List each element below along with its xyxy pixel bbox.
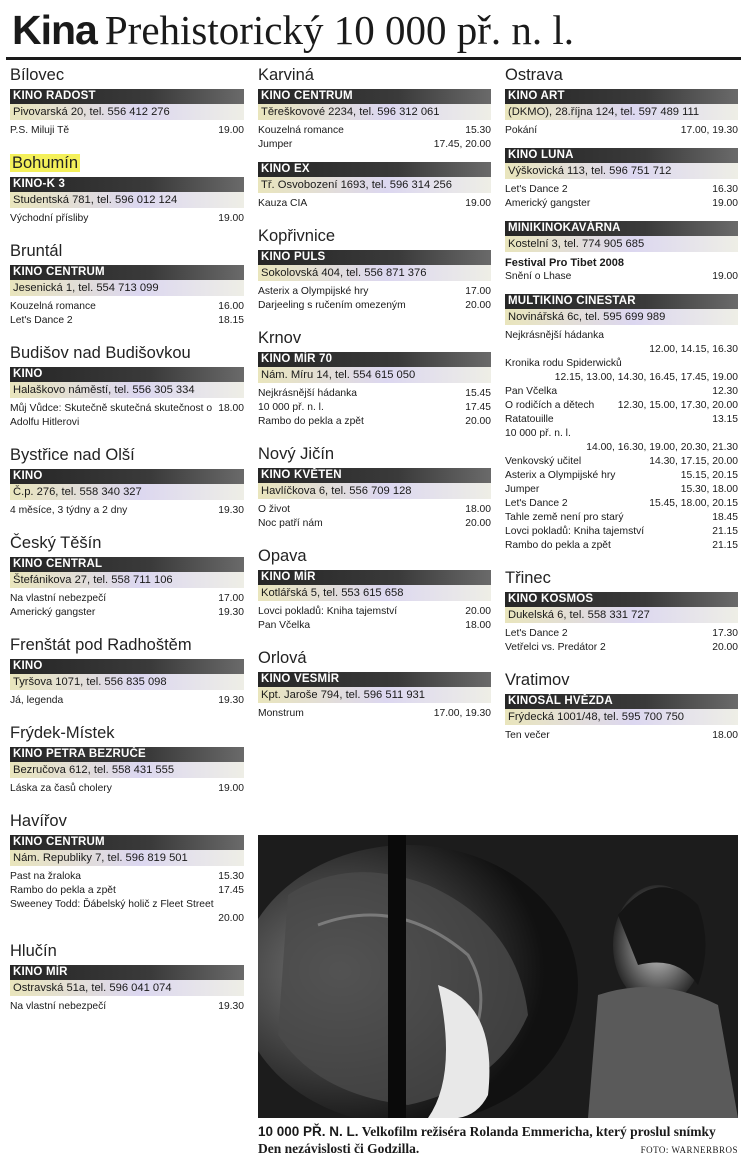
title-bold: Kina	[12, 7, 97, 53]
film-title: Americký gangster	[10, 607, 96, 618]
film-title: Let's Dance 2	[505, 628, 568, 639]
film-list	[258, 503, 491, 531]
film-title: Kouzelná romance	[258, 125, 344, 136]
film-title: O rodičích a dětech	[505, 400, 595, 411]
film-row	[258, 517, 491, 531]
film-times: 21.15	[712, 526, 738, 537]
film-title: Pan Včelka	[258, 620, 311, 631]
city-heading	[10, 722, 244, 744]
cinema-name-bar: KINOSÁL HVĚZDA	[505, 694, 738, 709]
film-row	[258, 387, 491, 401]
film-times: 18.00	[465, 620, 491, 631]
city-heading	[258, 443, 491, 465]
city-name: Ostrava	[505, 66, 563, 84]
film-title: Kouzelná romance	[10, 301, 96, 312]
film-times: 17.45, 20.00	[433, 139, 491, 150]
cinema-listing	[258, 89, 491, 152]
cinema-name-bar: KINO	[10, 659, 244, 674]
cinema-name-bar: KINO PULS	[258, 250, 491, 265]
city-heading	[258, 225, 491, 247]
column-2	[258, 64, 491, 721]
film-title: Tahle země není pro starý	[505, 512, 624, 523]
city-heading	[505, 64, 738, 86]
city-name: Český Těšín	[10, 534, 102, 552]
film-times: 19.30	[218, 695, 244, 706]
cinema-address: (DKMO), 28.října 124, tel. 597 489 111	[505, 104, 738, 120]
cinema-listing	[10, 747, 244, 796]
city-name: Krnov	[258, 329, 302, 347]
film-row	[505, 329, 738, 357]
city-heading	[10, 152, 244, 174]
film-row	[258, 299, 491, 313]
film-times: 19.00	[465, 198, 491, 209]
film-times: 15.45, 18.00, 20.15	[649, 498, 738, 509]
film-row	[10, 870, 244, 884]
cinema-listing	[258, 352, 491, 429]
city-heading	[258, 647, 491, 669]
film-row	[505, 357, 738, 385]
photo-caption	[258, 1123, 738, 1157]
film-times: 20.00	[465, 300, 491, 311]
cinema-listing	[505, 694, 738, 743]
cinema-listing	[505, 89, 738, 138]
film-title: Sweeney Todd: Ďábelský holič z Fleet Street	[10, 899, 214, 910]
film-title: 10 000 př. n. l.	[505, 428, 571, 439]
film-title: Rambo do pekla a zpět	[10, 885, 116, 896]
cinema-address: Výškovická 113, tel. 596 751 712	[505, 163, 738, 179]
film-title: Asterix a Olympijské hry	[505, 470, 616, 481]
film-list	[258, 605, 491, 633]
film-title: Darjeeling s ručením omezeným	[258, 300, 406, 311]
film-times: 15.30	[218, 871, 244, 882]
film-row	[505, 511, 738, 525]
city-heading	[10, 532, 244, 554]
film-times: 13.15	[712, 414, 738, 425]
cinema-listing	[10, 835, 244, 926]
photo-illustration	[258, 835, 738, 1118]
film-row	[258, 197, 491, 211]
film-times: 18.00	[712, 730, 738, 741]
film-row	[10, 694, 244, 708]
cinema-name-bar: KINO MÍR	[10, 965, 244, 980]
city-heading	[10, 940, 244, 962]
film-times: 12.30	[712, 386, 738, 397]
film-row	[258, 124, 491, 138]
film-list	[505, 256, 738, 284]
film-title: Monstrum	[258, 708, 304, 719]
cinema-listing	[505, 148, 738, 211]
film-list	[505, 329, 738, 553]
film-row	[505, 427, 738, 455]
film-times: 16.00	[218, 301, 244, 312]
film-times: 20.00	[712, 642, 738, 653]
film-times: 20.00	[465, 606, 491, 617]
film-title: Let's Dance 2	[10, 315, 73, 326]
film-row	[505, 469, 738, 483]
cinema-name-bar: KINO	[10, 469, 244, 484]
film-row	[258, 503, 491, 517]
title-rest: Prehistorický 10 000 př. n. l.	[104, 7, 575, 53]
city-heading	[505, 669, 738, 691]
cinema-name-bar: KINO PETRA BEZRUČE	[10, 747, 244, 762]
film-title: Ratatouille	[505, 414, 554, 425]
film-times: 18.00	[218, 403, 244, 414]
film-times: 17.45	[465, 402, 491, 413]
cinema-address: Halaškovo náměstí, tel. 556 305 334	[10, 382, 244, 398]
city-name: Havířov	[10, 812, 67, 830]
cinema-listing	[10, 659, 244, 708]
cinema-address: Studentská 781, tel. 596 012 124	[10, 192, 244, 208]
cinema-address: Nám. Republiky 7, tel. 596 819 501	[10, 850, 244, 866]
film-row	[505, 183, 738, 197]
film-list	[505, 627, 738, 655]
film-times: 15.45	[465, 388, 491, 399]
city-name: Kopřivnice	[258, 227, 336, 245]
film-list	[10, 870, 244, 926]
cinema-listing	[10, 177, 244, 226]
film-row	[258, 707, 491, 721]
cinema-name-bar: KINO	[10, 367, 244, 382]
city-name: Třinec	[505, 569, 551, 587]
cinema-listing	[10, 367, 244, 430]
city-name: Opava	[258, 547, 307, 565]
cinema-name-bar: KINO KOSMOS	[505, 592, 738, 607]
film-row	[505, 124, 738, 138]
film-title: Pan Včelka	[505, 386, 558, 397]
cinema-listing	[258, 250, 491, 313]
film-row	[505, 270, 738, 284]
film-row	[505, 399, 738, 413]
film-times: 17.00, 19.30	[680, 125, 738, 136]
city-name: Budišov nad Budišovkou	[10, 344, 191, 362]
column-1	[10, 64, 244, 1014]
film-times: 18.00	[465, 504, 491, 515]
cinema-listing	[505, 221, 738, 284]
film-title: 10 000 př. n. l.	[258, 402, 324, 413]
film-times: 17.30	[712, 628, 738, 639]
city-name: Bohumín	[12, 154, 79, 172]
film-times: 20.00	[465, 518, 491, 529]
film-title: Jumper	[505, 484, 540, 495]
cinema-name-bar: KINO KVĚTEN	[258, 468, 491, 483]
film-list	[10, 694, 244, 708]
film-times: 20.00	[218, 913, 244, 924]
header-rule	[6, 57, 741, 60]
film-row	[258, 415, 491, 429]
film-row	[505, 627, 738, 641]
cinema-name-bar: KINO MÍR 70	[258, 352, 491, 367]
film-title: Kronika rodu Spiderwicků	[505, 358, 622, 369]
city-name: Vratimov	[505, 671, 570, 689]
film-list	[10, 504, 244, 518]
film-title: Let's Dance 2	[505, 184, 568, 195]
film-row	[10, 606, 244, 620]
film-times: 17.00	[218, 593, 244, 604]
film-times: 15.30	[465, 125, 491, 136]
film-times: 14.00, 16.30, 19.00, 20.30, 21.30	[586, 442, 738, 453]
film-row	[10, 782, 244, 796]
city-heading	[258, 327, 491, 349]
cinema-listing	[10, 557, 244, 620]
film-list	[258, 197, 491, 211]
film-list	[258, 387, 491, 429]
city-heading	[258, 545, 491, 567]
film-row	[10, 504, 244, 518]
film-title: Ten večer	[505, 730, 550, 741]
film-row	[505, 539, 738, 553]
film-still-mammoth-photo	[258, 835, 738, 1118]
film-row	[10, 402, 244, 430]
film-title: Na vlastní nebezpečí	[10, 1001, 107, 1012]
film-row	[10, 314, 244, 328]
cinema-name-bar: KINO ART	[505, 89, 738, 104]
film-title: Venkovský učitel	[505, 456, 582, 467]
film-times: 15.30, 18.00	[680, 484, 738, 495]
cinema-address: Jesenická 1, tel. 554 713 099	[10, 280, 244, 296]
film-list	[505, 124, 738, 138]
film-title: Nejkrásnější hádanka	[258, 388, 358, 399]
city-heading	[10, 444, 244, 466]
film-list	[10, 124, 244, 138]
film-list	[10, 782, 244, 796]
film-title: Já, legenda	[10, 695, 64, 706]
film-times: 20.00	[465, 416, 491, 427]
city-name: Hlučín	[10, 942, 57, 960]
cinema-address: Nám. Míru 14, tel. 554 615 050	[258, 367, 491, 383]
film-row	[10, 898, 244, 926]
cinema-listing	[258, 672, 491, 721]
film-title: 4 měsíce, 3 týdny a 2 dny	[10, 505, 128, 516]
cinema-name-bar: KINO VESMÍR	[258, 672, 491, 687]
film-times: 17.45	[218, 885, 244, 896]
city-heading	[505, 567, 738, 589]
film-title: P.S. Miluji Tě	[10, 125, 70, 136]
cinema-listing	[258, 468, 491, 531]
film-row	[505, 413, 738, 427]
cinema-listing	[505, 294, 738, 553]
caption-lead: 10 000 PŘ. N. L.	[258, 1124, 359, 1139]
film-list	[10, 212, 244, 226]
cinema-listing	[10, 89, 244, 138]
cinema-address: Kotlářská 5, tel. 553 615 658	[258, 585, 491, 601]
film-times: 14.30, 17.15, 20.00	[649, 456, 738, 467]
film-row	[505, 197, 738, 211]
film-list	[10, 402, 244, 430]
film-list	[10, 300, 244, 328]
film-row	[258, 138, 491, 152]
cinema-address: Štefánikova 27, tel. 558 711 106	[10, 572, 244, 588]
city-heading	[10, 810, 244, 832]
film-times: 12.15, 13.00, 14.30, 16.45, 17.45, 19.00	[554, 372, 738, 383]
film-times: 21.15	[712, 540, 738, 551]
film-row	[505, 641, 738, 655]
film-times: 17.00	[465, 286, 491, 297]
film-list	[258, 124, 491, 152]
film-times: 17.00, 19.30	[433, 708, 491, 719]
film-row	[10, 1000, 244, 1014]
film-list	[505, 729, 738, 743]
film-row	[505, 729, 738, 743]
cinema-listing	[258, 570, 491, 633]
film-row	[505, 455, 738, 469]
cinema-address: Novinářská 6c, tel. 595 699 989	[505, 309, 738, 325]
city-heading	[10, 240, 244, 262]
city-heading	[10, 64, 244, 86]
photo-credit: FOTO: WARNERBROS	[640, 1145, 738, 1155]
film-list	[10, 592, 244, 620]
film-title: Můj Vůdce: Skutečně skutečná skutečnost o Adolfu Hitlerovi	[10, 403, 213, 428]
city-name: Frenštát pod Radhoštěm	[10, 636, 192, 654]
film-title: Noc patří nám	[258, 518, 323, 529]
city-name: Nový Jičín	[258, 445, 335, 463]
film-title: Rambo do pekla a zpět	[505, 540, 611, 551]
film-row	[258, 605, 491, 619]
film-list	[258, 285, 491, 313]
film-times: 16.30	[712, 184, 738, 195]
film-times: 19.30	[218, 505, 244, 516]
film-title: Rambo do pekla a zpět	[258, 416, 364, 427]
city-heading	[10, 342, 244, 364]
film-row	[505, 525, 738, 539]
film-times: 19.00	[712, 271, 738, 282]
city-name: Bílovec	[10, 66, 65, 84]
cinema-name-bar: KINO EX	[258, 162, 491, 177]
film-title: Asterix a Olympijské hry	[258, 286, 369, 297]
film-title: Na vlastní nebezpečí	[10, 593, 107, 604]
cinema-address: Bezručova 612, tel. 558 431 555	[10, 762, 244, 778]
city-heading	[258, 64, 491, 86]
film-row	[10, 592, 244, 606]
film-title: Snění o Lhase	[505, 271, 572, 282]
film-title: Lovci pokladů: Kniha tajemství	[258, 606, 398, 617]
film-row	[258, 285, 491, 299]
film-title: Nejkrásnější hádanka	[505, 330, 605, 341]
film-row	[10, 300, 244, 314]
film-row	[10, 212, 244, 226]
caption-text: Velkofilm režiséra Rolanda Emmericha, který proslul snímky Den nezávislosti či Godzilla.	[258, 1124, 716, 1156]
film-times: 19.00	[218, 213, 244, 224]
cinema-name-bar: KINO-K 3	[10, 177, 244, 192]
film-row	[10, 124, 244, 138]
film-times: 18.15	[218, 315, 244, 326]
film-times: 15.15, 20.15	[680, 470, 738, 481]
cinema-address: Ostravská 51a, tel. 596 041 074	[10, 980, 244, 996]
film-title: Pokání	[505, 125, 538, 136]
cinema-address: Tyršova 1071, tel. 556 835 098	[10, 674, 244, 690]
city-heading	[10, 634, 244, 656]
city-name: Karviná	[258, 66, 314, 84]
film-row	[505, 385, 738, 399]
cinema-name-bar: KINO CENTRUM	[258, 89, 491, 104]
cinema-address: Č.p. 276, tel. 558 340 327	[10, 484, 244, 500]
cinema-listing	[10, 265, 244, 328]
cinema-name-bar: MINIKINOKAVÁRNA	[505, 221, 738, 236]
film-title: Východní přísliby	[10, 213, 89, 224]
film-times: 12.30, 15.00, 17.30, 20.00	[617, 400, 738, 411]
cinema-name-bar: MULTIKINO CINESTAR	[505, 294, 738, 309]
cinema-name-bar: KINO MÍR	[258, 570, 491, 585]
film-title: Láska za časů cholery	[10, 783, 112, 794]
film-times: 19.00	[218, 125, 244, 136]
film-title: Past na žraloka	[10, 871, 81, 882]
film-row	[505, 497, 738, 511]
cinema-address: Frýdecká 1001/48, tel. 595 700 750	[505, 709, 738, 725]
film-times: 12.00, 14.15, 16.30	[649, 344, 738, 355]
city-name: Frýdek-Místek	[10, 724, 115, 742]
film-row	[258, 401, 491, 415]
cinema-address: Pivovarská 20, tel. 556 412 276	[10, 104, 244, 120]
film-times: 18.45	[712, 512, 738, 523]
city-name: Bystřice nad Olší	[10, 446, 135, 464]
cinema-name-bar: KINO LUNA	[505, 148, 738, 163]
film-list	[505, 183, 738, 211]
cinema-address: Těreškovové 2234, tel. 596 312 061	[258, 104, 491, 120]
cinema-listing	[505, 592, 738, 655]
film-title: Vetřelci vs. Predátor 2	[505, 642, 606, 653]
film-title: Americký gangster	[505, 198, 591, 209]
cinema-listing	[10, 469, 244, 518]
film-list	[258, 707, 491, 721]
city-name: Orlová	[258, 649, 307, 667]
city-name: Bruntál	[10, 242, 63, 260]
film-title: Kauza CIA	[258, 198, 308, 209]
film-list	[10, 1000, 244, 1014]
column-3	[505, 64, 738, 743]
cinema-address: Kpt. Jaroše 794, tel. 596 511 931	[258, 687, 491, 703]
cinema-address: Sokolovská 404, tel. 556 871 376	[258, 265, 491, 281]
film-title: Lovci pokladů: Kniha tajemství	[505, 526, 645, 537]
film-title: O život	[258, 504, 291, 515]
cinema-listing	[10, 965, 244, 1014]
film-times: 19.30	[218, 607, 244, 618]
film-title: Let's Dance 2	[505, 498, 568, 509]
cinema-name-bar: KINO RADOST	[10, 89, 244, 104]
cinema-address: Havlíčkova 6, tel. 556 709 128	[258, 483, 491, 499]
cinema-name-bar: KINO CENTRUM	[10, 835, 244, 850]
film-times: 19.00	[218, 783, 244, 794]
cinema-name-bar: KINO CENTRUM	[10, 265, 244, 280]
cinema-name-bar: KINO CENTRAL	[10, 557, 244, 572]
cinema-address: Kostelní 3, tel. 774 905 685	[505, 236, 738, 252]
cinema-address: Dukelská 6, tel. 558 331 727	[505, 607, 738, 623]
cinema-address: Tř. Osvobození 1693, tel. 596 314 256	[258, 177, 491, 193]
page-title	[12, 6, 737, 56]
film-row	[10, 884, 244, 898]
film-row	[258, 619, 491, 633]
film-times: 19.30	[218, 1001, 244, 1012]
film-times: 19.00	[712, 198, 738, 209]
film-row	[505, 483, 738, 497]
festival-label: Festival Pro Tibet 2008	[505, 257, 625, 269]
cinema-listing	[258, 162, 491, 211]
film-title: Jumper	[258, 139, 293, 150]
